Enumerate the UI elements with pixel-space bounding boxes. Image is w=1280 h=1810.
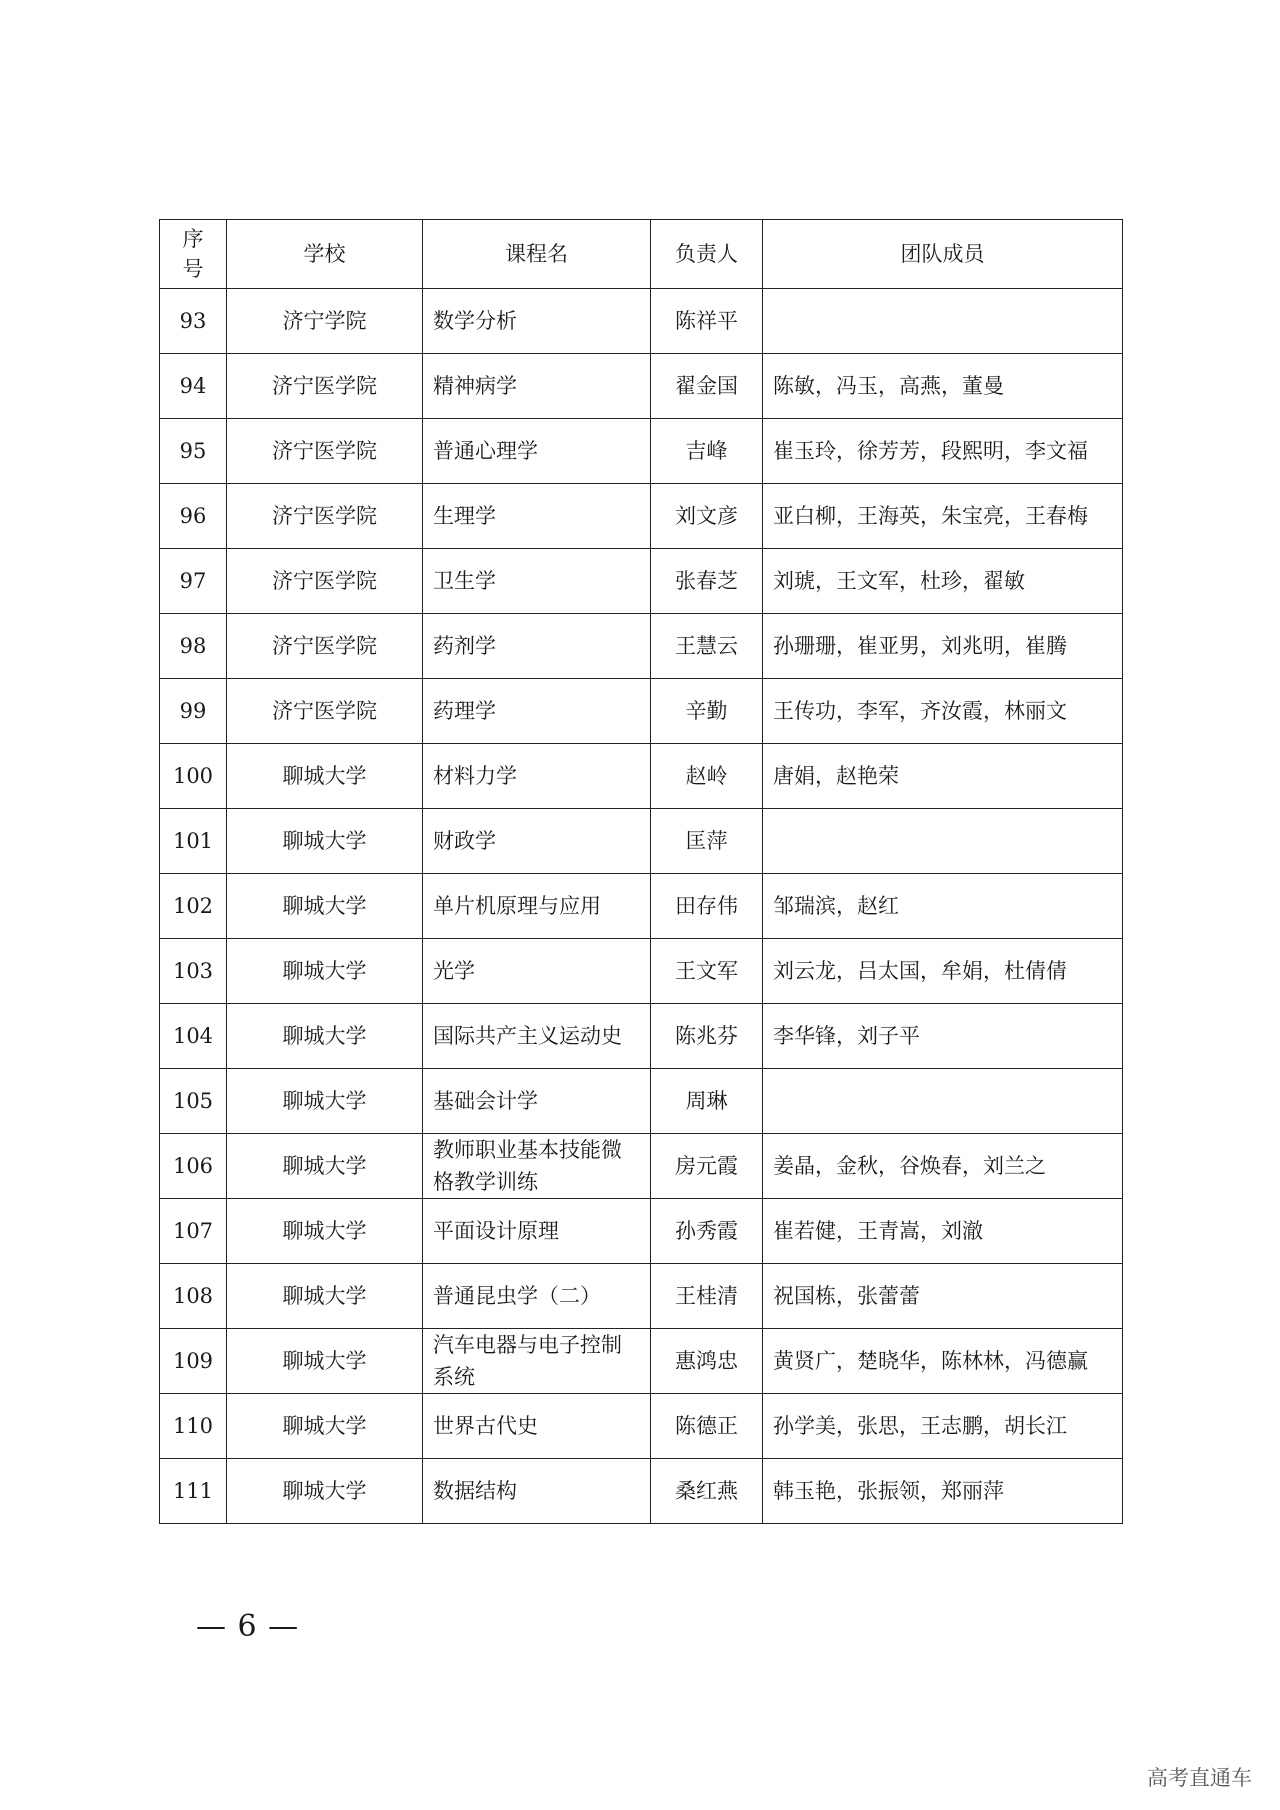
table-row: [160, 679, 1123, 744]
cell-seq: 100: [160, 744, 227, 809]
cell-lead: 陈祥平: [651, 289, 763, 354]
table-row: [160, 419, 1123, 484]
cell-team: 刘琥，王文军，杜珍，翟敏: [763, 549, 1123, 614]
cell-course: 世界古代史: [423, 1394, 651, 1459]
cell-course: 生理学: [423, 484, 651, 549]
cell-seq: 110: [160, 1394, 227, 1459]
cell-seq: 102: [160, 874, 227, 939]
cell-team: 姜晶，金秋，谷焕春，刘兰之: [763, 1134, 1123, 1199]
table-row: [160, 874, 1123, 939]
table-header-row: [160, 220, 1123, 289]
cell-lead: 惠鸿忠: [651, 1329, 763, 1394]
cell-course: 平面设计原理: [423, 1199, 651, 1264]
table-row: [160, 809, 1123, 874]
table-row: [160, 614, 1123, 679]
table-row: [160, 1004, 1123, 1069]
cell-course: 普通昆虫学（二）: [423, 1264, 651, 1329]
cell-team: 邹瑞滨，赵红: [763, 874, 1123, 939]
cell-team: 李华锋，刘子平: [763, 1004, 1123, 1069]
cell-school: 聊城大学: [227, 1329, 423, 1394]
cell-school: 聊城大学: [227, 1199, 423, 1264]
table-row: [160, 744, 1123, 809]
table-row: [160, 939, 1123, 1004]
cell-lead: 周琳: [651, 1069, 763, 1134]
cell-school: 聊城大学: [227, 1394, 423, 1459]
cell-course: 财政学: [423, 809, 651, 874]
cell-school: 济宁学院: [227, 289, 423, 354]
cell-course: 教师职业基本技能微格教学训练: [423, 1134, 651, 1199]
table-row: [160, 1134, 1123, 1199]
cell-school: 聊城大学: [227, 874, 423, 939]
cell-lead: 陈德正: [651, 1394, 763, 1459]
cell-school: 济宁医学院: [227, 679, 423, 744]
cell-lead: 刘文彦: [651, 484, 763, 549]
cell-lead: 田存伟: [651, 874, 763, 939]
cell-lead: 孙秀霞: [651, 1199, 763, 1264]
cell-school: 济宁医学院: [227, 354, 423, 419]
cell-team: [763, 289, 1123, 354]
cell-seq: 104: [160, 1004, 227, 1069]
cell-lead: 张春芝: [651, 549, 763, 614]
cell-lead: 吉峰: [651, 419, 763, 484]
cell-seq: 106: [160, 1134, 227, 1199]
cell-lead: 桑红燕: [651, 1459, 763, 1524]
cell-course: 单片机原理与应用: [423, 874, 651, 939]
cell-school: 聊城大学: [227, 1069, 423, 1134]
header-seq: [160, 220, 227, 289]
cell-school: 聊城大学: [227, 939, 423, 1004]
cell-seq: 101: [160, 809, 227, 874]
table-row: [160, 1199, 1123, 1264]
cell-seq: 111: [160, 1459, 227, 1524]
cell-seq: 93: [160, 289, 227, 354]
cell-team: [763, 809, 1123, 874]
cell-team: 王传功，李军，齐汝霞，林丽文: [763, 679, 1123, 744]
cell-course: 光学: [423, 939, 651, 1004]
cell-seq: 94: [160, 354, 227, 419]
cell-seq: 109: [160, 1329, 227, 1394]
cell-school: 济宁医学院: [227, 549, 423, 614]
cell-school: 济宁医学院: [227, 484, 423, 549]
cell-lead: 房元霞: [651, 1134, 763, 1199]
header-lead: 负责人: [651, 220, 763, 289]
cell-lead: 王慧云: [651, 614, 763, 679]
cell-team: 刘云龙，吕太国，牟娟，杜倩倩: [763, 939, 1123, 1004]
table-row: [160, 549, 1123, 614]
cell-lead: 匡萍: [651, 809, 763, 874]
cell-lead: 赵岭: [651, 744, 763, 809]
table-row: [160, 354, 1123, 419]
cell-team: 祝国栋，张蕾蕾: [763, 1264, 1123, 1329]
cell-lead: 翟金国: [651, 354, 763, 419]
cell-team: 孙珊珊，崔亚男，刘兆明，崔腾: [763, 614, 1123, 679]
page-number: — 6 —: [196, 1609, 300, 1644]
table-row: [160, 1459, 1123, 1524]
cell-course: 国际共产主义运动史: [423, 1004, 651, 1069]
cell-course: 卫生学: [423, 549, 651, 614]
course-table: [159, 219, 1123, 1524]
cell-course: 药剂学: [423, 614, 651, 679]
cell-course: 普通心理学: [423, 419, 651, 484]
table-row: [160, 1264, 1123, 1329]
cell-lead: 辛勤: [651, 679, 763, 744]
cell-team: 陈敏，冯玉，高燕，董曼: [763, 354, 1123, 419]
table-row: [160, 484, 1123, 549]
cell-course: 数据结构: [423, 1459, 651, 1524]
cell-school: 济宁医学院: [227, 614, 423, 679]
watermark: 高考直通车: [1147, 1766, 1252, 1790]
cell-seq: 108: [160, 1264, 227, 1329]
cell-seq: 99: [160, 679, 227, 744]
cell-team: 亚白柳，王海英，朱宝亮，王春梅: [763, 484, 1123, 549]
cell-school: 聊城大学: [227, 1134, 423, 1199]
cell-course: 药理学: [423, 679, 651, 744]
cell-lead: 王文军: [651, 939, 763, 1004]
cell-team: 崔玉玲，徐芳芳，段熙明，李文福: [763, 419, 1123, 484]
cell-school: 聊城大学: [227, 809, 423, 874]
table-row: [160, 1069, 1123, 1134]
cell-course: 数学分析: [423, 289, 651, 354]
cell-seq: 97: [160, 549, 227, 614]
table-row: [160, 289, 1123, 354]
table-row: [160, 1329, 1123, 1394]
cell-team: 韩玉艳，张振领，郑丽萍: [763, 1459, 1123, 1524]
table-row: [160, 1394, 1123, 1459]
cell-school: 聊城大学: [227, 1004, 423, 1069]
cell-school: 聊城大学: [227, 1264, 423, 1329]
cell-team: [763, 1069, 1123, 1134]
cell-seq: 107: [160, 1199, 227, 1264]
cell-lead: 陈兆芬: [651, 1004, 763, 1069]
cell-school: 济宁医学院: [227, 419, 423, 484]
cell-school: 聊城大学: [227, 744, 423, 809]
cell-school: 聊城大学: [227, 1459, 423, 1524]
cell-team: 崔若健，王青嵩，刘澈: [763, 1199, 1123, 1264]
cell-team: 唐娟，赵艳荣: [763, 744, 1123, 809]
cell-lead: 王桂清: [651, 1264, 763, 1329]
cell-seq: 98: [160, 614, 227, 679]
header-seq-label: 序 号: [182, 227, 204, 281]
cell-course: 材料力学: [423, 744, 651, 809]
cell-seq: 95: [160, 419, 227, 484]
cell-course: 汽车电器与电子控制系统: [423, 1329, 651, 1394]
cell-course: 基础会计学: [423, 1069, 651, 1134]
cell-seq: 105: [160, 1069, 227, 1134]
header-course: 课程名: [423, 220, 651, 289]
cell-seq: 96: [160, 484, 227, 549]
table-body: [160, 289, 1123, 1524]
cell-seq: 103: [160, 939, 227, 1004]
cell-course: 精神病学: [423, 354, 651, 419]
header-team: 团队成员: [763, 220, 1123, 289]
header-school: 学校: [227, 220, 423, 289]
cell-team: 孙学美，张思，王志鹏，胡长江: [763, 1394, 1123, 1459]
cell-team: 黄贤广，楚晓华，陈林林，冯德赢: [763, 1329, 1123, 1394]
